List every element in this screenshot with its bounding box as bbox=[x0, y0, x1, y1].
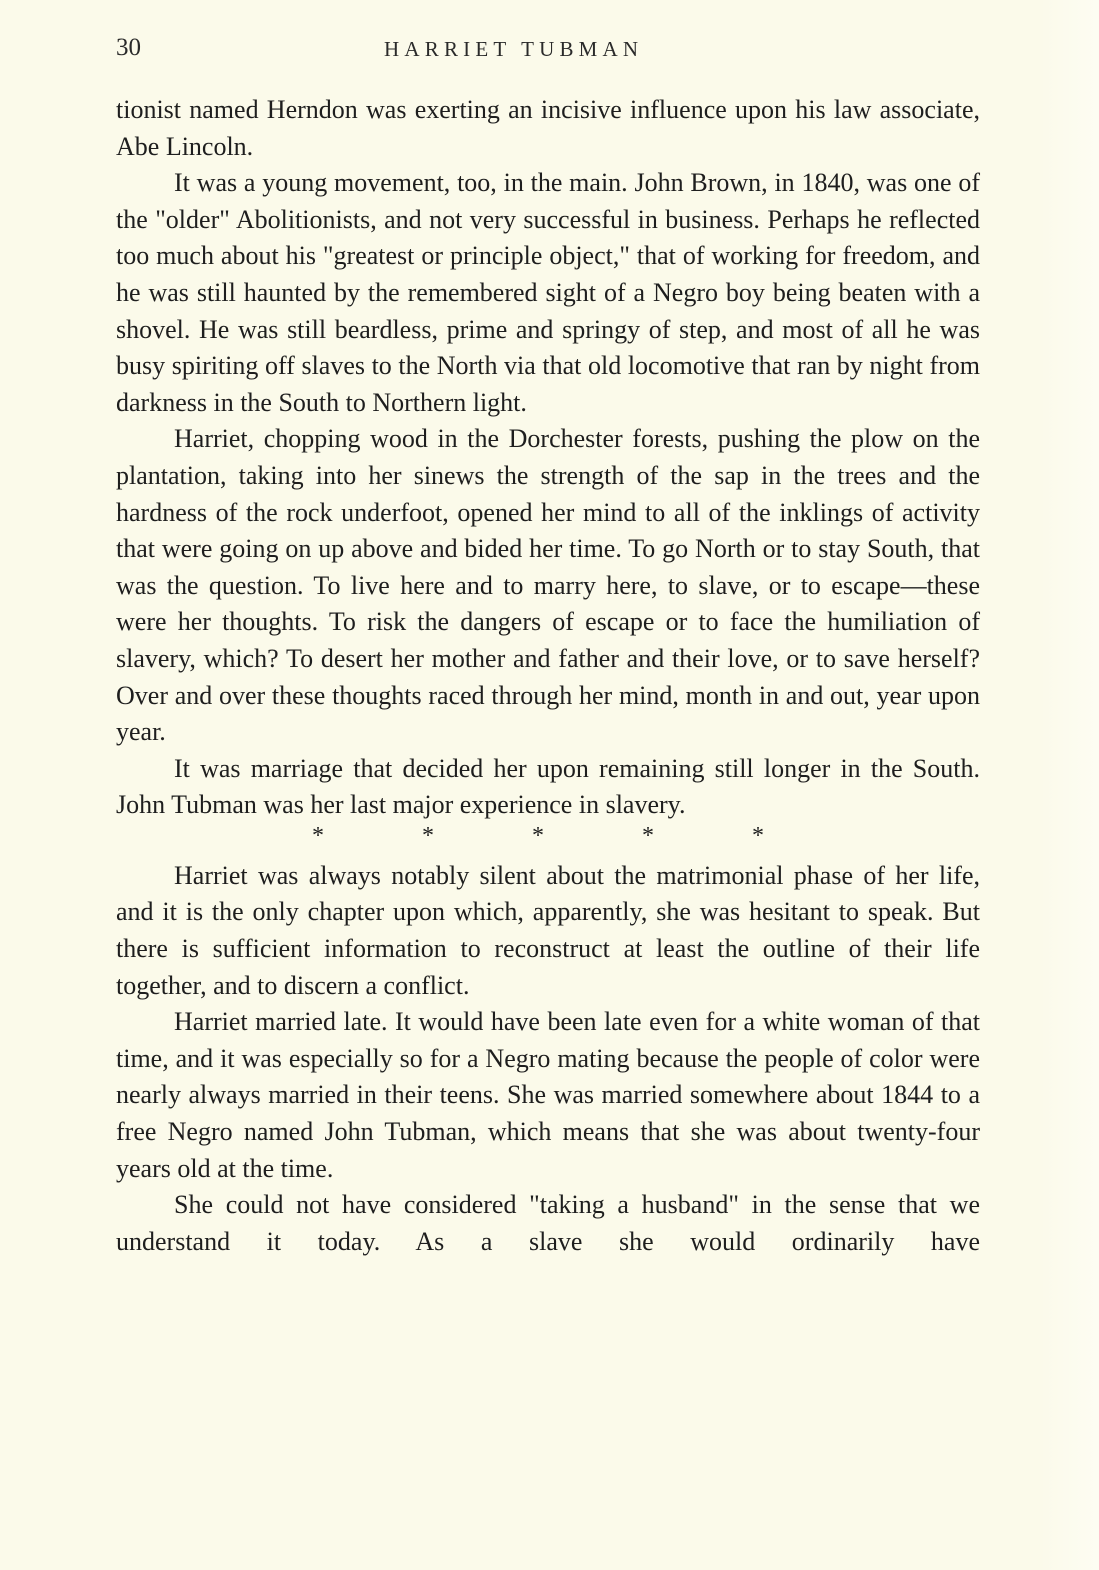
paragraph-continued: tionist named Herndon was exerting an incisive influence upon his law associate, Abe Lincoln. bbox=[116, 95, 980, 161]
separator-star: * bbox=[752, 822, 764, 849]
body-text bbox=[116, 92, 980, 1260]
paragraph: Harriet married late. It would have been late even for a white woman of that time, and it was especially so for a Negro mating because the people of color were nearly always married in their teens. She was married somewhere about 1844 to a free Negro named John Tubman, which means that she was about twenty-four years old at the time. bbox=[116, 1007, 980, 1183]
running-title: HARRIET TUBMAN bbox=[384, 37, 644, 61]
paragraph: It was marriage that decided her upon remaining still longer in the South. John Tubman was her last major experience in slavery. bbox=[116, 753, 980, 820]
paragraph: Harriet was always notably silent about the matrimonial phase of her life, and it is the only chapter upon which, apparently, she was hesitant to speak. But there is sufficient information to reconstruct at least the outline of their life together, and to discern a conflict. bbox=[116, 860, 980, 1000]
separator-star: * bbox=[422, 822, 434, 849]
separator-star: * bbox=[312, 822, 324, 849]
section-separator bbox=[116, 824, 980, 858]
paragraph-continues: She could not have considered "taking a husband" in the sense that we understand it today. As a slave she would ordinarily have bbox=[116, 1190, 980, 1256]
page-number: 30 bbox=[116, 34, 141, 61]
separator-star: * bbox=[642, 822, 654, 849]
separator-star: * bbox=[532, 822, 544, 849]
running-head bbox=[116, 32, 980, 68]
paragraph: Harriet, chopping wood in the Dorchester forests, pushing the plow on the plantation, taking into her sinews the strength of the sap in the trees and the hardness of the rock underfoot, opened her mind to all of the inklings of activity that were going on up above and bided her time. To go North or to stay South, that was the question. To live here and to marry here, to slave, or to escape—these were her thoughts. To risk the dangers of escape or to face the humiliation of slavery, which? To desert her mother and father and their love, or to save herself? Over and over these thoughts raced through her mind, month in and out, year upon year. bbox=[116, 424, 980, 747]
paragraph: It was a young movement, too, in the main. John Brown, in 1840, was one of the "older" Abolitionists, and not very successful in business. Perhaps he reflected too much about his "greatest or principle object," that of working for freedom, and he was still haunted by the remembered sight of a Negro boy being beaten with a shovel. He was still beardless, prime and springy of step, and most of all he was busy spiriting off slaves to the North via that old locomotive that ran by night from darkness in the South to Northern light. bbox=[116, 168, 980, 417]
page-edge-shade bbox=[1039, 0, 1099, 1570]
